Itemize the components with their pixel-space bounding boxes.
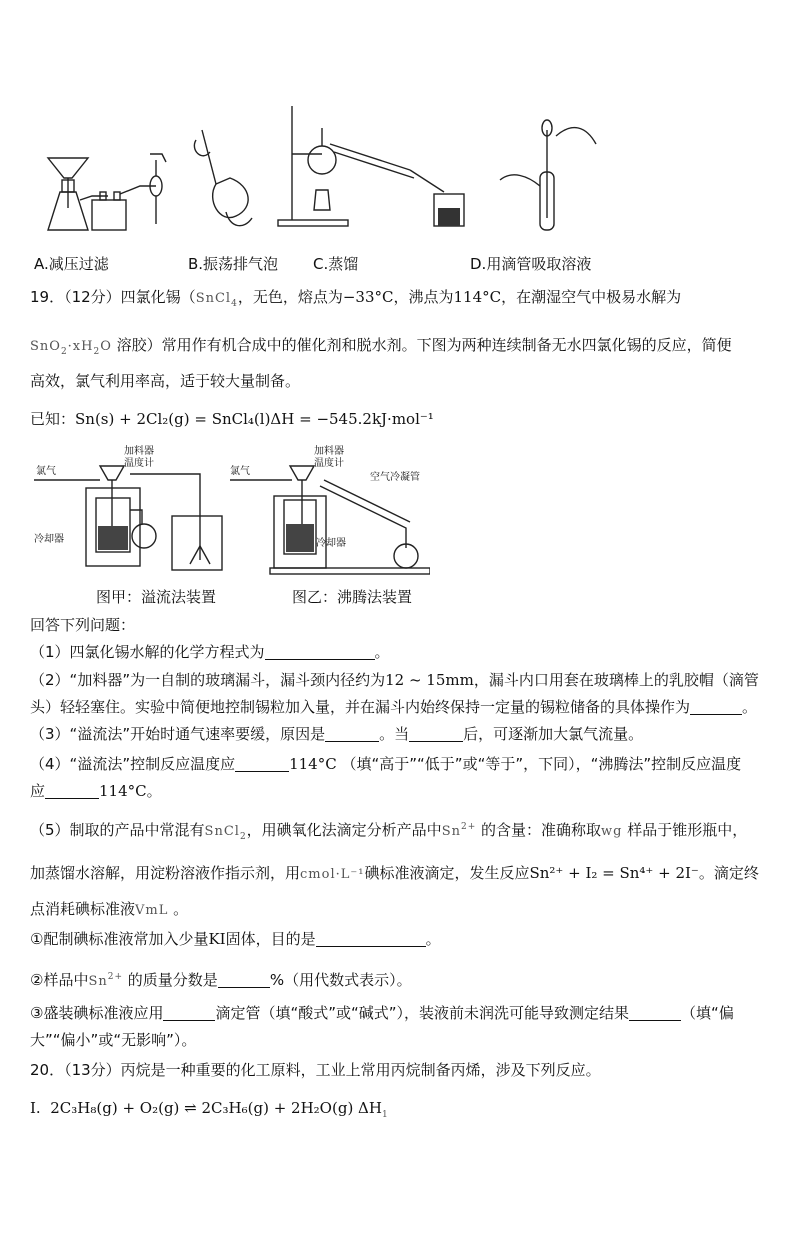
caption-b: B.振荡排气泡 bbox=[188, 255, 279, 273]
q20-equation: I. 2C₃H₈(g) + O₂(g) ⇌ 2C₃H₆(g) + 2H₂O(g) $\Delta H_1$ bbox=[30, 1099, 389, 1120]
answer-blank[interactable] bbox=[265, 644, 375, 660]
b-label-air-condenser: 空气冷凝管 bbox=[370, 472, 420, 483]
caption-boiling: 图乙：沸腾法装置 bbox=[292, 588, 413, 606]
part4-line2: 应 114°C。 bbox=[30, 782, 162, 800]
answer-intro: 回答下列问题： bbox=[30, 616, 136, 634]
known-equation-line: 已知：Sn(s) + 2Cl₂(g) = SnCl₄(l)ΔH = −545.2kJ·mol⁻¹ bbox=[30, 410, 434, 428]
answer-blank[interactable] bbox=[316, 931, 426, 947]
caption-overflow: 图甲：溢流法装置 bbox=[96, 588, 217, 606]
answer-blank[interactable] bbox=[45, 783, 99, 799]
vacuum-filtration-figure bbox=[48, 154, 166, 230]
answer-blank[interactable] bbox=[163, 1005, 215, 1021]
part5-line3: 点消耗碘标准液VmL 。 bbox=[30, 900, 189, 918]
answer-blank[interactable] bbox=[690, 699, 742, 715]
dropper-figure bbox=[500, 120, 596, 230]
caption-d: D.用滴管吸取溶液 bbox=[470, 255, 592, 273]
part4-line1: （4）“溢流法”控制反应温度应 114°C （填“高于”“低于”或“等于”，下同），“沸腾法”控制反应温度 bbox=[30, 755, 742, 773]
apparatus-figure bbox=[30, 440, 430, 580]
part5-line1: （5）制取的产品中常混有SnCl$_2$，用碘氧化法滴定分析产品中$Sn^{2+}$ 的含量：准确称取wg 样品于锥形瓶中， bbox=[30, 821, 748, 842]
top-figures-illustration bbox=[30, 100, 630, 250]
q19-line1: 19．（12分）四氯化锡（SnCl$_4$，无色，熔点为−33°C，沸点为114°C，在潮湿空气中极易水解为 bbox=[30, 288, 682, 309]
distillation-figure bbox=[278, 106, 464, 226]
q19-line2: $SnO_2\cdot xH_2O$ 溶胶）常用作有机合成中的催化剂和脱水剂。下图为两种连续制备无水四氯化锡的反应，简便 bbox=[30, 336, 732, 357]
caption-c: C.蒸馏 bbox=[313, 255, 359, 273]
answer-blank[interactable] bbox=[409, 726, 463, 742]
q19-line3: 高效，氯气利用率高，适于较大量制备。 bbox=[30, 372, 301, 390]
boiling-apparatus bbox=[230, 444, 430, 574]
part5-line2: 加蒸馏水溶解，用淀粉溶液作指示剂，用cmol·L⁻¹碘标准液滴定，发生反应Sn²⁺ + I₂ = Sn⁴⁺ + 2I⁻。滴定终 bbox=[30, 864, 759, 882]
sub3-line1: ③盛装碘标准液应用 滴定管（填“酸式”或“碱式”），装液前未润洗可能导致测定结果 （填“偏 bbox=[30, 1004, 734, 1022]
overflow-apparatus bbox=[34, 444, 222, 570]
a-label-feeder: 加料器 bbox=[124, 446, 154, 457]
sub3-line2: 大”“偏小”或“无影响”）。 bbox=[30, 1031, 197, 1049]
b-label-chlorine: 氯气 bbox=[230, 466, 250, 477]
q20-line1: 20．（13分）丙烷是一种重要的化工原料，工业上常用丙烷制备丙烯，涉及下列反应。 bbox=[30, 1061, 601, 1079]
b-label-feeder: 加料器 bbox=[314, 446, 344, 457]
answer-blank[interactable] bbox=[235, 756, 289, 772]
part2-line2: 头）轻轻塞住。实验中简便地控制锡粒加入量，并在漏斗内始终保持一定量的锡粒储备的具体操作为 。 bbox=[30, 698, 758, 716]
b-label-thermometer: 温度计 bbox=[314, 458, 344, 469]
a-label-chlorine: 氯气 bbox=[36, 466, 56, 477]
a-label-thermometer: 温度计 bbox=[124, 458, 154, 469]
a-label-cooler: 冷却器 bbox=[34, 534, 64, 545]
caption-a: A.减压过滤 bbox=[34, 255, 109, 273]
part1: （1）四氯化锡水解的化学方程式为 。 bbox=[30, 643, 390, 661]
sub1: ①配制碘标准液常加入少量KI固体，目的是 。 bbox=[30, 930, 441, 948]
shaking-funnel-figure bbox=[194, 130, 252, 226]
answer-blank[interactable] bbox=[325, 726, 379, 742]
part2-line1: （2）“加料器”为一自制的玻璃漏斗，漏斗颈内径约为12 ~ 15mm，漏斗内口用套在玻璃棒上的乳胶帽（滴管 bbox=[30, 671, 759, 689]
answer-blank[interactable] bbox=[629, 1005, 681, 1021]
answer-blank[interactable] bbox=[218, 972, 270, 988]
b-label-cooler: 冷却器 bbox=[316, 538, 346, 549]
sub2: ②样品中$Sn^{2+}$ 的质量分数是 %（用代数式表示）。 bbox=[30, 971, 412, 989]
part3: （3）“溢流法”开始时通气速率要缓，原因是 。当 后，可逐渐加大氯气流量。 bbox=[30, 725, 644, 743]
